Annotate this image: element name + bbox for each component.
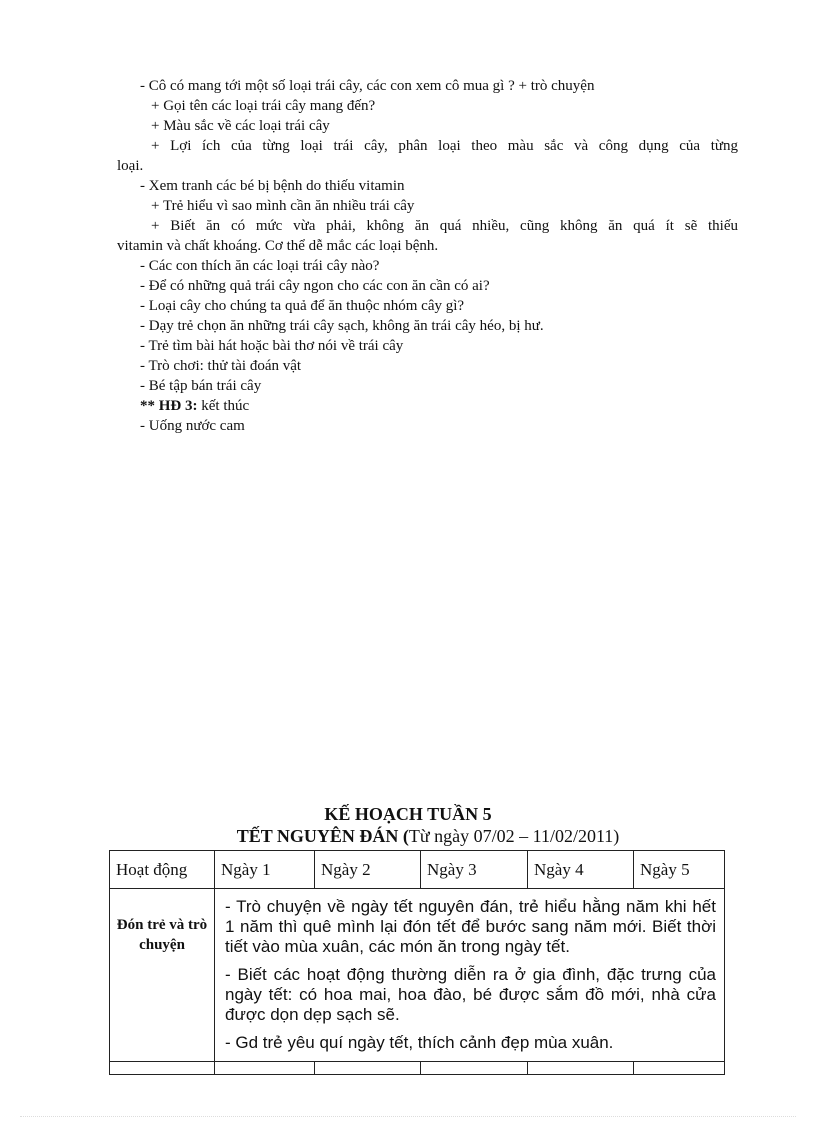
activity-cell: Đón trẻ và trò chuyện (110, 889, 215, 1062)
text-line: - Các con thích ăn các loại trái cây nào? (140, 258, 380, 274)
table-cell (421, 1062, 528, 1075)
plan-subtitle-dates: Từ ngày 07/02 – 11/02/2011) (408, 826, 620, 846)
description-item: - Gd trẻ yêu quí ngày tết, thích cảnh đẹp mùa xuân. (225, 1033, 614, 1052)
table-cell (528, 1062, 634, 1075)
text-line: - Uống nước cam (140, 418, 245, 434)
text-line (140, 397, 249, 415)
hd3-text: kết thúc (197, 398, 250, 414)
text-line: loại. (117, 158, 144, 174)
description-item: - Biết các hoạt động thường diễn ra ở gia đình, đặc trưng của ngày tết: có hoa mai, hoa đào, bé được sắm đồ mới, nhà cửa được dọn dẹp sạch sẽ. (225, 965, 716, 1024)
page-footer-divider (20, 1116, 796, 1117)
plan-title: KẾ HOẠCH TUẦN 5 (324, 804, 492, 824)
text-line: - Bé tập bán trái cây (140, 378, 262, 394)
header-cell: Ngày 4 (528, 851, 634, 889)
hd3-label: ** HĐ 3: (140, 398, 198, 414)
text-line: + Trẻ hiểu vì sao mình cần ăn nhiều trái cây (151, 198, 415, 214)
text-line: - Dạy trẻ chọn ăn những trái cây sạch, không ăn trái cây héo, bị hư. (140, 318, 544, 334)
text-line: vitamin và chất khoáng. Cơ thể dễ mắc các loại bệnh. (117, 238, 439, 254)
plan-table (109, 850, 725, 1075)
text-line: + Gọi tên các loại trái cây mang đến? (151, 98, 376, 114)
table-cell (634, 1062, 725, 1075)
header-cell: Ngày 3 (421, 851, 528, 889)
table-cell (215, 1062, 315, 1075)
text-line: - Trò chơi: thử tài đoán vật (140, 358, 302, 374)
header-cell: Ngày 5 (634, 851, 725, 889)
table-header-row (110, 851, 725, 889)
text-line: - Loại cây cho chúng ta quả để ăn thuộc nhóm cây gì? (140, 298, 465, 314)
text-line: + Lợi ích của từng loại trái cây, phân loại theo màu sắc và công dụng của từng (151, 138, 738, 154)
description-item: - Trò chuyện về ngày tết nguyên đán, trẻ hiểu hằng năm khi hết 1 năm thì quê mình lại đón tết để bước sang năm mới. Biết thời tiết vào mùa xuân, các món ăn trong ngày tết. (225, 897, 716, 956)
table-row (110, 1062, 725, 1075)
table-cell (110, 1062, 215, 1075)
text-line: - Xem tranh các bé bị bệnh do thiếu vitamin (140, 178, 405, 194)
header-cell: Ngày 1 (215, 851, 315, 889)
plan-subtitle-bold: TẾT NGUYÊN ĐÁN ( (236, 826, 409, 846)
table-cell (315, 1062, 421, 1075)
text-line: - Để có những quả trái cây ngon cho các con ăn cần có ai? (140, 278, 490, 294)
text-line: - Cô có mang tới một số loại trái cây, các con xem cô mua gì ? + trò chuyện (140, 78, 595, 94)
text-line: - Trẻ tìm bài hát hoặc bài thơ nói về trái cây (140, 338, 404, 354)
header-cell: Ngày 2 (315, 851, 421, 889)
header-cell: Hoạt động (110, 851, 215, 889)
text-line: + Màu sắc về các loại trái cây (151, 118, 330, 134)
table-row (110, 889, 725, 1062)
description-cell (215, 889, 725, 1062)
plan-subtitle (0, 826, 816, 847)
text-line: + Biết ăn có mức vừa phải, không ăn quá nhiều, cũng không ăn quá ít sẽ thiếu (151, 218, 738, 234)
